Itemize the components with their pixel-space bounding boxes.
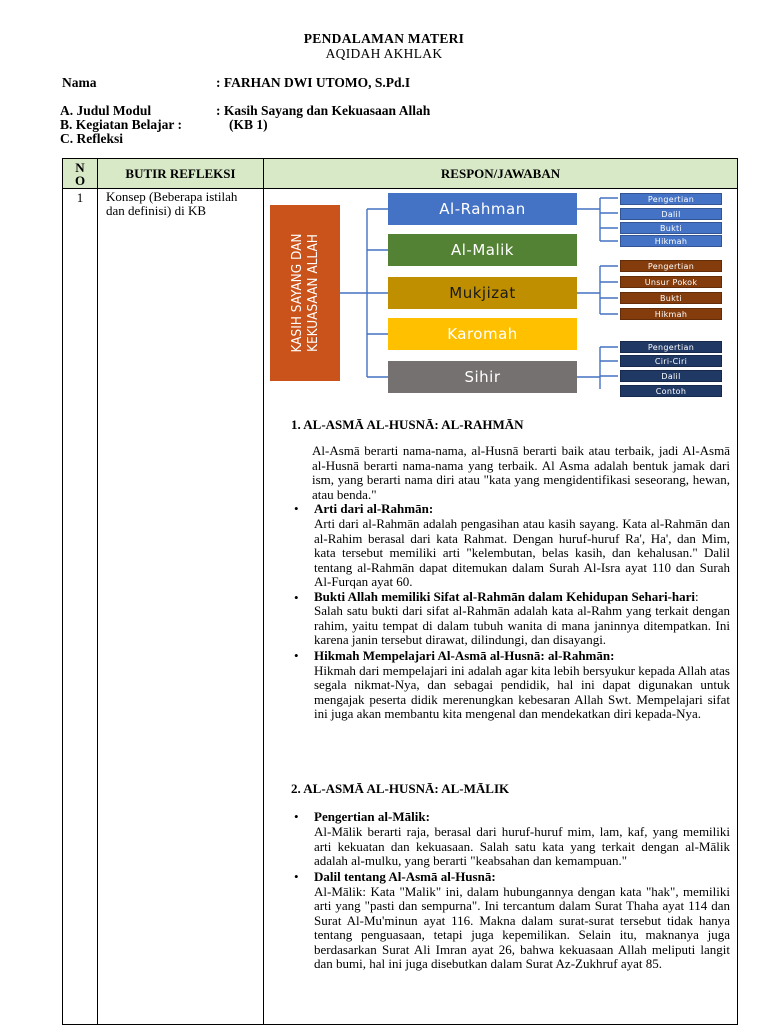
- mukjizat-sub-bukti: Bukti: [620, 292, 722, 304]
- section-1-title: 1. AL-ASMĀ AL-HUSNĀ: AL-RAHMĀN: [291, 417, 524, 432]
- row-number: 1: [63, 189, 98, 1025]
- butir-refleksi-cell: Konsep (Beberapa istilah dan definisi) di KB: [98, 189, 264, 1025]
- judul-modul-value: : Kasih Sayang dan Kekuasaan Allah: [216, 103, 431, 118]
- main-topic-box: [270, 205, 340, 381]
- nama-label: Nama: [62, 75, 97, 90]
- topic-karomah: Karomah: [388, 318, 577, 350]
- topic-al-malik: Al-Malik: [388, 234, 577, 266]
- section-1: [291, 417, 731, 433]
- mukjizat-sub-pengertian: Pengertian: [620, 260, 722, 272]
- list-item: [292, 648, 730, 722]
- arti-al-rahman-text: Arti dari al-Rahmān adalah pengasihan atau kasih sayang. Kata al-Rahmān dan al-Rahim berasal dari kata Rahmat. Dengan huruf-huruf Ra', Ha', dan Mim, kata tersebut memiliki arti "kelembutan, belas kasih, dan kehalusan." Dalil tentang al-Rahmān dapat ditemukan dalam Surah Al-Isra ayat 110 dan Surah Al-Furqan ayat 60.: [314, 516, 730, 589]
- dalil-al-malik-title: • Dalil tentang Al-Asmā al-Husnā:: [314, 868, 496, 884]
- list-item: [292, 590, 730, 648]
- section-2-title: 2. AL-ASMĀ AL-HUSNĀ: AL-MĀLIK: [291, 781, 510, 796]
- section-1-body: [312, 444, 730, 502]
- hikmah-al-rahman-text: Hikmah dari mempelajari ini adalah agar kita lebih bersyukur kepada Allah atas segala nikmat-Nya, dan sebagai pendidik, hal ini dapat digunakan untuk mengajak peserta didik merenungkan kebesaran Allah Swt. Mempelajari sifat ini juga akan membantu kita mengenal dan mendekatkan diri kepada-Nya.: [314, 662, 730, 721]
- kegiatan-belajar-label: B. Kegiatan Belajar :: [60, 117, 182, 132]
- main-topic-label-line1: KASIH SAYANG DAN: [289, 233, 305, 353]
- header-butir-refleksi: BUTIR REFLEKSI: [98, 159, 264, 189]
- section-2-bullets: [292, 809, 730, 972]
- document-subtitle: AQIDAH AKHLAK: [325, 46, 443, 61]
- rahman-sub-dalil: Dalil: [620, 208, 722, 220]
- sihir-sub-pengertian: Pengertian: [620, 341, 722, 353]
- concept-map-diagram: [270, 193, 730, 396]
- list-item: [292, 501, 730, 590]
- hikmah-al-rahman-title: • Hikmah Mempelajari Al-Asmā al-Husnā: al-Rahmān:: [314, 647, 615, 663]
- kegiatan-belajar-value: (KB 1): [229, 117, 268, 132]
- list-item: [292, 869, 730, 972]
- bukti-al-rahman-text: Salah satu bukti dari sifat al-Rahmān adalah kata al-Rahm yang terkait dengan rahim, yaitu tempat di dalam tubuh wanita di mana janinnya ditempatkan. Ini karena janin tersebut dirawat, dilindungi, dan disayangi.: [314, 603, 730, 647]
- sihir-sub-contoh: Contoh: [620, 385, 722, 397]
- bukti-colon: :: [695, 588, 699, 604]
- dalil-al-malik-text: Al-Mālik: Kata "Malik" ini, dalam hubungannya dengan kata "hak", memiliki arti yang "pasti dan sempurna". Ini tercantum dalam Surat Thaha ayat 114 dan Surat Al-Mu'minun ayat 116. Makna dalam surat-surat tersebut tidak hanya tentang penguasaan, tetapi juga kepemilikan. Selain itu, maknanya juga berdasarkan Surat Ali Imran ayat 26, bahwa kekuasaan Allah meliputi langit dan bumi, hal ini juga disebutkan dalam Surat Az-Zukhruf ayat 85.: [314, 883, 730, 971]
- judul-modul-label: A. Judul Modul: [60, 103, 152, 118]
- list-item: [292, 809, 730, 869]
- rahman-sub-pengertian: Pengertian: [620, 193, 722, 205]
- document-title: PENDALAMAN MATERI: [303, 31, 465, 46]
- header-no: N O: [63, 159, 98, 189]
- sihir-sub-dalil: Dalil: [620, 370, 722, 382]
- topic-al-rahman: Al-Rahman: [388, 193, 577, 225]
- section-1-intro: Al-Asmā berarti nama-nama, al-Husnā berarti baik atau terbaik, jadi Al-Asmā al-Husnā berarti nama-nama yang terbaik. Al Asma adalah bentuk jamak dari ism, yang berarti nama diri atau "kata yang mengidentifikasi seseorang, hewan, atau benda.": [312, 443, 730, 502]
- mukjizat-sub-unsur-pokok: Unsur Pokok: [620, 276, 722, 288]
- section-2: [291, 781, 731, 797]
- refleksi-label: C. Refleksi: [60, 131, 123, 146]
- nama-value: : FARHAN DWI UTOMO, S.Pd.I: [216, 75, 411, 90]
- header-respon-jawaban: RESPON/JAWABAN: [264, 159, 738, 189]
- main-topic-label-line2: KEKUASAAN ALLAH: [305, 234, 321, 352]
- rahman-sub-bukti: Bukti: [620, 222, 722, 234]
- section-1-bullets: [292, 501, 730, 722]
- topic-mukjizat: Mukjizat: [388, 277, 577, 309]
- rahman-sub-hikmah: Hikmah: [620, 235, 722, 247]
- bukti-al-rahman-title: Bukti Allah memiliki Sifat al-Rahmān dalam Kehidupan Sehari-hari: [314, 588, 696, 604]
- topic-sihir: Sihir: [388, 361, 577, 393]
- pengertian-al-malik-title: • Pengertian al-Mālik:: [314, 809, 430, 824]
- mukjizat-sub-hikmah: Hikmah: [620, 308, 722, 320]
- pengertian-al-malik-text: Al-Mālik berarti raja, berasal dari huruf-huruf mim, lam, kaf, yang memiliki arti kekuatan dan kekuasaan. Salah satu kata yang terkait dengan al-Mālik adalah al-mulku, yang berarti "keabsahan dan kemampuan.": [314, 824, 730, 868]
- arti-al-rahman-title: • Arti dari al-Rahmān:: [314, 501, 434, 516]
- sihir-sub-ciri-ciri: Ciri-Ciri: [620, 355, 722, 367]
